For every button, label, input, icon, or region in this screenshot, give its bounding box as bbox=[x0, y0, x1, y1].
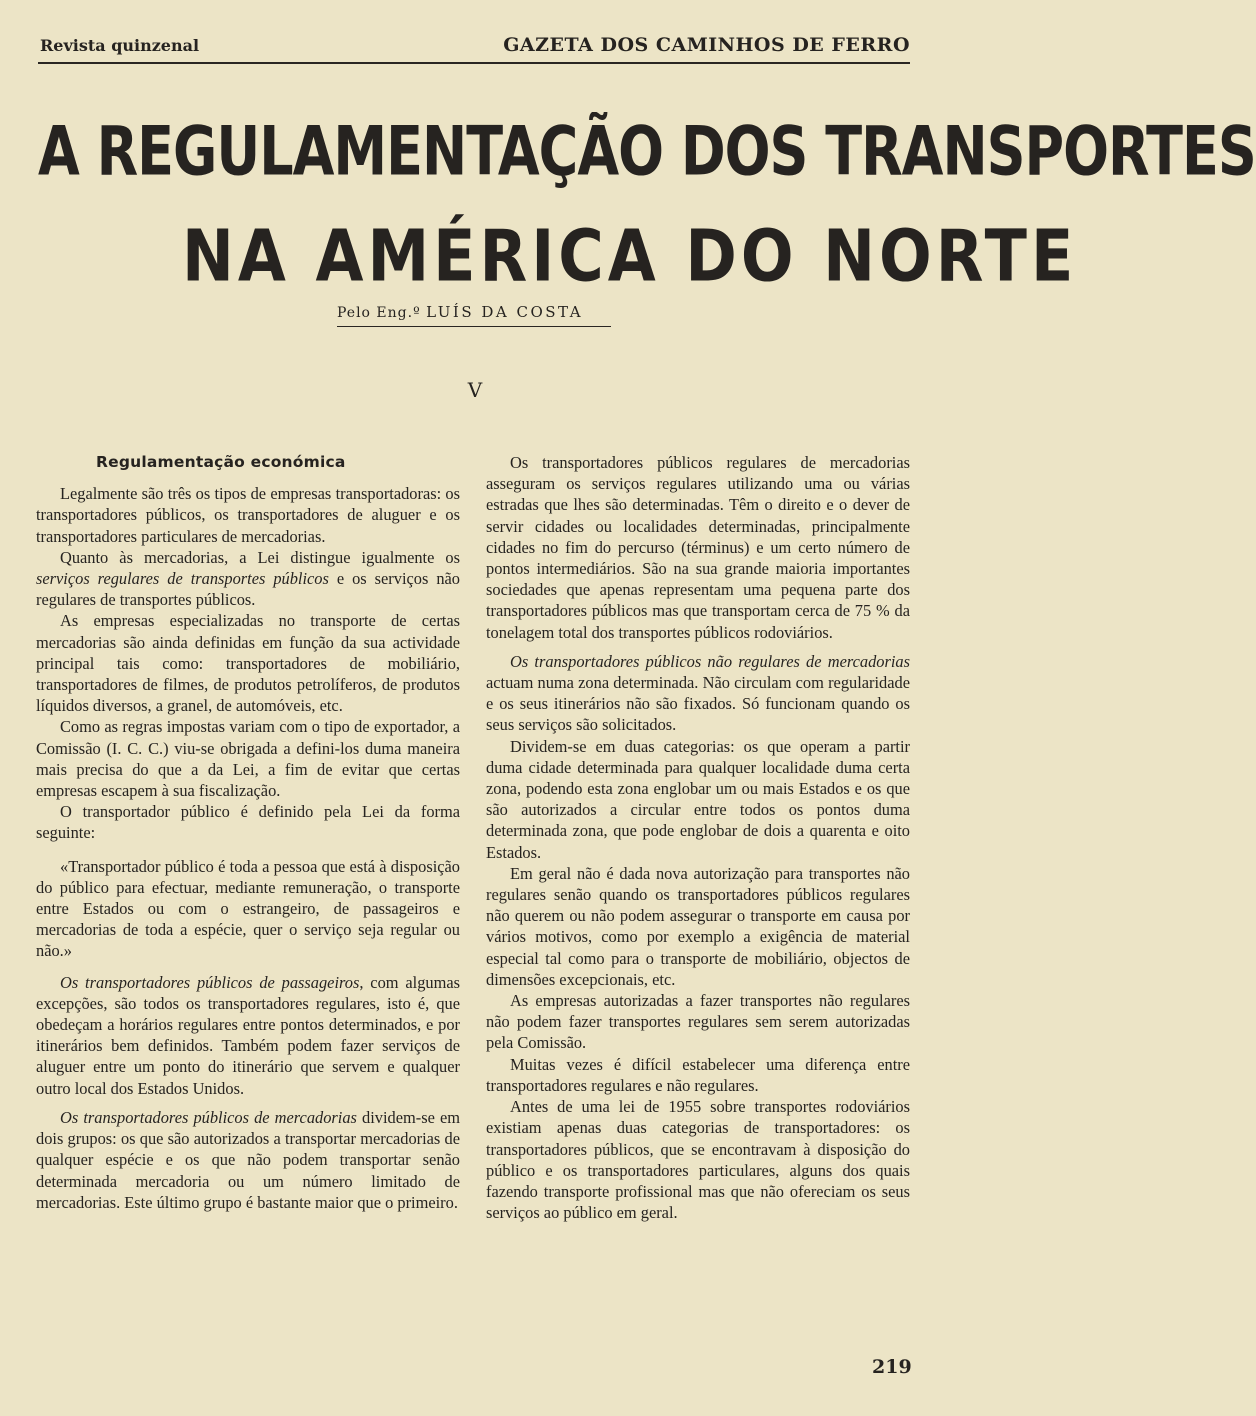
paragraph: Em geral não é dada nova autorização para transportes não regulares senão quando os transportadores públicos regulares não querem ou não podem assegurar o transporte em causa por vários motivos, como por exemplo a exigência de material especial tal como para o transporte de mobiliário, objectos de dimensões excepcionais, etc. bbox=[486, 863, 910, 989]
paragraph: Antes de uma lei de 1955 sobre transportes rodoviários existiam apenas duas categorias de transportadores: os transportadores públicos, que se encontravam à disposição do público e os transportadores particulares, alguns dos quais fazendo transporte profissional mas que não ofereciam os seus serviços ao público em geral. bbox=[486, 1097, 910, 1223]
paragraph: As empresas especializadas no transporte de certas mercadorias são ainda definidas em função da sua actividade principal tais como: transportadores de mobiliário, transportadores de filmes, de produtos petrolíferos, de produtos líquidos diversos, a granel, de automóveis, etc. bbox=[36, 611, 460, 716]
paragraph: Como as regras impostas variam com o tipo de exportador, a Comissão (I. C. C.) viu-se obrigada a defini-los duma maneira mais precisa do que a da Lei, a fim de evitar que certas empresas escapem à sua fiscalização. bbox=[36, 717, 460, 801]
byline-prefix: Pelo Eng.º bbox=[337, 305, 421, 321]
text-run: actuam numa zona determinada. Não circulam com regularidade e os seus itinerários não são fixados. Só funcionam quando os seus serviços são solicitados. bbox=[486, 673, 910, 735]
paragraph: Legalmente são três os tipos de empresas transportadoras: os transportadores públicos, os transportadores de aluguer e os transportadores particulares de mercadorias. bbox=[36, 484, 460, 546]
byline-rule bbox=[337, 326, 611, 327]
paragraph: Os transportadores públicos regulares de mercadorias asseguram os serviços regulares utilizando uma ou várias estradas que lhes são determinadas. Têm o direito e o dever de servir cidades ou localidades determinadas, principalmente cidades no fim do percurso (términus) e um certo número de pontos intermediários. São na sua grande maioria importantes sociedades que apenas representam uma pequena parte dos transportadores públicos mas que transportam cerca de 75 % da tonelagem total dos transportes públicos rodoviários. bbox=[486, 453, 910, 642]
part-number: V bbox=[467, 378, 483, 402]
text-run: e os serviços não regulares de transportes públicos. bbox=[36, 569, 460, 610]
header-publication-frequency: Revista quinzenal bbox=[40, 36, 200, 55]
text-run: Quanto às mercadorias, a Lei distingue igualmente os bbox=[60, 547, 460, 567]
paragraph bbox=[36, 972, 460, 1099]
right-column bbox=[486, 452, 910, 1223]
paragraph: O transportador público é definido pela Lei da forma seguinte: bbox=[36, 802, 460, 843]
italic-term: Os transportadores públicos de mercadorias bbox=[60, 1107, 357, 1127]
page-number: 219 bbox=[872, 1356, 912, 1378]
header-magazine-name: GAZETA DOS CAMINHOS DE FERRO bbox=[503, 34, 910, 56]
left-column bbox=[36, 452, 460, 1213]
paragraph bbox=[36, 547, 460, 611]
paragraph bbox=[486, 651, 910, 736]
paragraph: Muitas vezes é difícil estabelecer uma diferença entre transportadores regulares e não regulares. bbox=[486, 1054, 910, 1095]
italic-term: Os transportadores públicos de passageiros bbox=[60, 972, 360, 992]
paragraph: As empresas autorizadas a fazer transportes não regulares não podem fazer transportes regulares sem serem autorizadas pela Comissão. bbox=[486, 991, 910, 1053]
italic-term: Os transportadores públicos não regulares de mercadorias bbox=[510, 651, 910, 671]
header-rule bbox=[38, 62, 910, 64]
section-heading: Regulamentação económica bbox=[96, 453, 346, 471]
text-run: , com algumas excepções, são todos os transportadores regulares, isto é, que obedeçam a horários regulares entre pontos determinados, e por itinerários bem definidos. Também podem fazer serviços de aluguer entre um ponto do itinerário que servem e qualquer outro local dos Estados Unidos. bbox=[36, 972, 460, 1098]
article-title-line-1: A REGULAMENTAÇÃO DOS TRANSPORTES bbox=[38, 112, 1256, 191]
legal-quote: «Transportador público é toda a pessoa que está à disposição do público para efectuar, mediante remuneração, o transporte entre Estados ou com o estrangeiro, de passageiros e mercadorias de toda a espécie, quer o serviço seja regular ou não.» bbox=[36, 856, 460, 961]
byline-author: LUÍS DA COSTA bbox=[426, 303, 584, 321]
byline bbox=[337, 303, 615, 321]
italic-term: serviços regulares de transportes públicos bbox=[36, 569, 329, 589]
text-run: dividem-se em dois grupos: os que são autorizados a transportar mercadorias de qualquer espécie e os que não podem transportar senão determinada mercadoria ou um número limitado de mercadorias. Este último grupo é bastante maior que o primeiro. bbox=[36, 1107, 460, 1212]
paragraph bbox=[36, 1107, 460, 1213]
paragraph: Dividem-se em duas categorias: os que operam a partir duma cidade determinada para qualquer localidade duma certa zona, podendo esta zona englobar um ou mais Estados e os que são autorizados a circular entre todos os pontos duma determinada zona, que pode englobar de dois a quarenta e oito Estados. bbox=[486, 736, 910, 862]
article-title-line-2: NA AMÉRICA DO NORTE bbox=[182, 214, 1078, 298]
